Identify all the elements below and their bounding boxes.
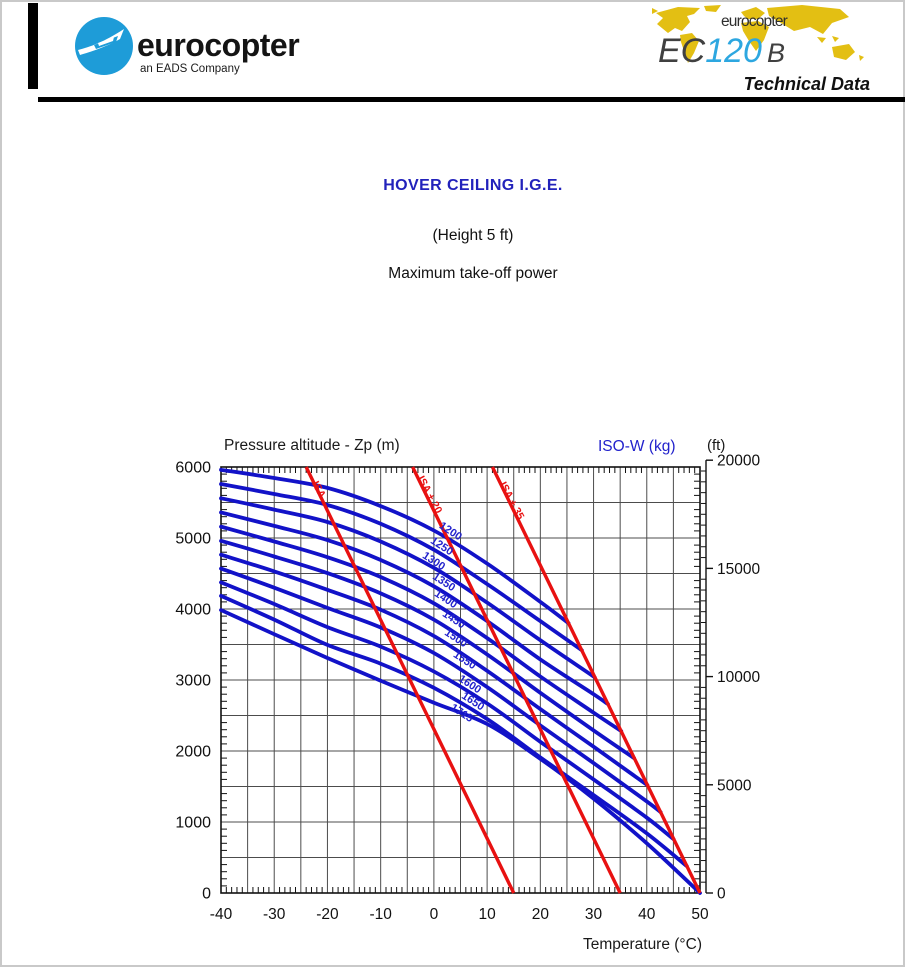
series-legend-label: ISO-W (kg) (598, 438, 676, 455)
curve-label-1715: 1715 (448, 701, 476, 726)
eads-company-subtext: an EADS Company (140, 63, 240, 75)
y-tick-label: 3000 (175, 672, 211, 690)
curve-label-1600: 1600 (456, 672, 484, 697)
curve-label-1650: 1650 (459, 689, 487, 714)
y-tick-label: 5000 (175, 530, 211, 548)
isa-label-ISA+35: ISA + 35 (496, 479, 527, 522)
x-tick-labels (210, 906, 709, 923)
x-tick-label: 0 (429, 906, 439, 923)
x-tick-label: 20 (531, 906, 549, 923)
isa-label-ISA: ISA (309, 479, 329, 501)
curve-label-1350: 1350 (430, 570, 458, 595)
curve-label-1500: 1500 (442, 626, 470, 651)
curve-label-1300: 1300 (420, 549, 448, 574)
feet-tick-label: 0 (717, 885, 726, 903)
chart-title: HOVER CEILING I.G.E. (383, 177, 563, 194)
feet-tick-label: 5000 (717, 777, 752, 795)
x-tick-label: -30 (263, 906, 286, 923)
curve-label-1200: 1200 (436, 519, 464, 544)
y-axis-right-title: (ft) (707, 437, 726, 454)
x-tick-label: -20 (316, 906, 339, 923)
x-axis-title: Temperature (°C) (582, 936, 702, 953)
y-axis-left-title: Pressure altitude - Zp (m) (224, 437, 400, 454)
chart-subtitle-height: (Height 5 ft) (432, 227, 514, 244)
y-tick-label: 4000 (175, 601, 211, 619)
y-tick-label: 6000 (175, 459, 211, 477)
feet-tick-label: 20000 (717, 452, 761, 470)
model-prefix: EC (658, 32, 706, 70)
curve-label-1550: 1550 (450, 648, 479, 673)
x-tick-label: 10 (478, 906, 496, 923)
feet-axis (701, 453, 760, 903)
model-suffix: B (766, 38, 785, 68)
x-tick-label: 40 (638, 906, 656, 923)
y-tick-label: 2000 (175, 743, 211, 761)
curve-labels (309, 474, 526, 725)
x-tick-label: 50 (691, 906, 709, 923)
eurocopter-small-wordmark: eurocopter (720, 13, 788, 30)
feet-tick-label: 15000 (717, 560, 761, 578)
x-tick-label: 30 (584, 906, 603, 923)
feet-tick-label: 10000 (717, 669, 761, 687)
chart-subtitle-power: Maximum take-off power (388, 265, 558, 282)
curve-label-1450: 1450 (440, 607, 468, 632)
y-tick-label: 0 (202, 885, 211, 903)
isa-label-ISA+20: ISA + 20 (414, 473, 445, 516)
y-tick-labels (175, 460, 211, 903)
eurocopter-wordmark: eurocopter (137, 27, 300, 63)
doc-type-label: Technical Data (743, 74, 870, 94)
curve-label-1250: 1250 (428, 534, 456, 559)
x-tick-label: -40 (209, 906, 233, 923)
x-tick-label: -10 (369, 906, 392, 923)
model-number: 120 (705, 32, 762, 70)
curve-label-1400: 1400 (432, 587, 460, 612)
y-tick-label: 1000 (175, 814, 211, 832)
